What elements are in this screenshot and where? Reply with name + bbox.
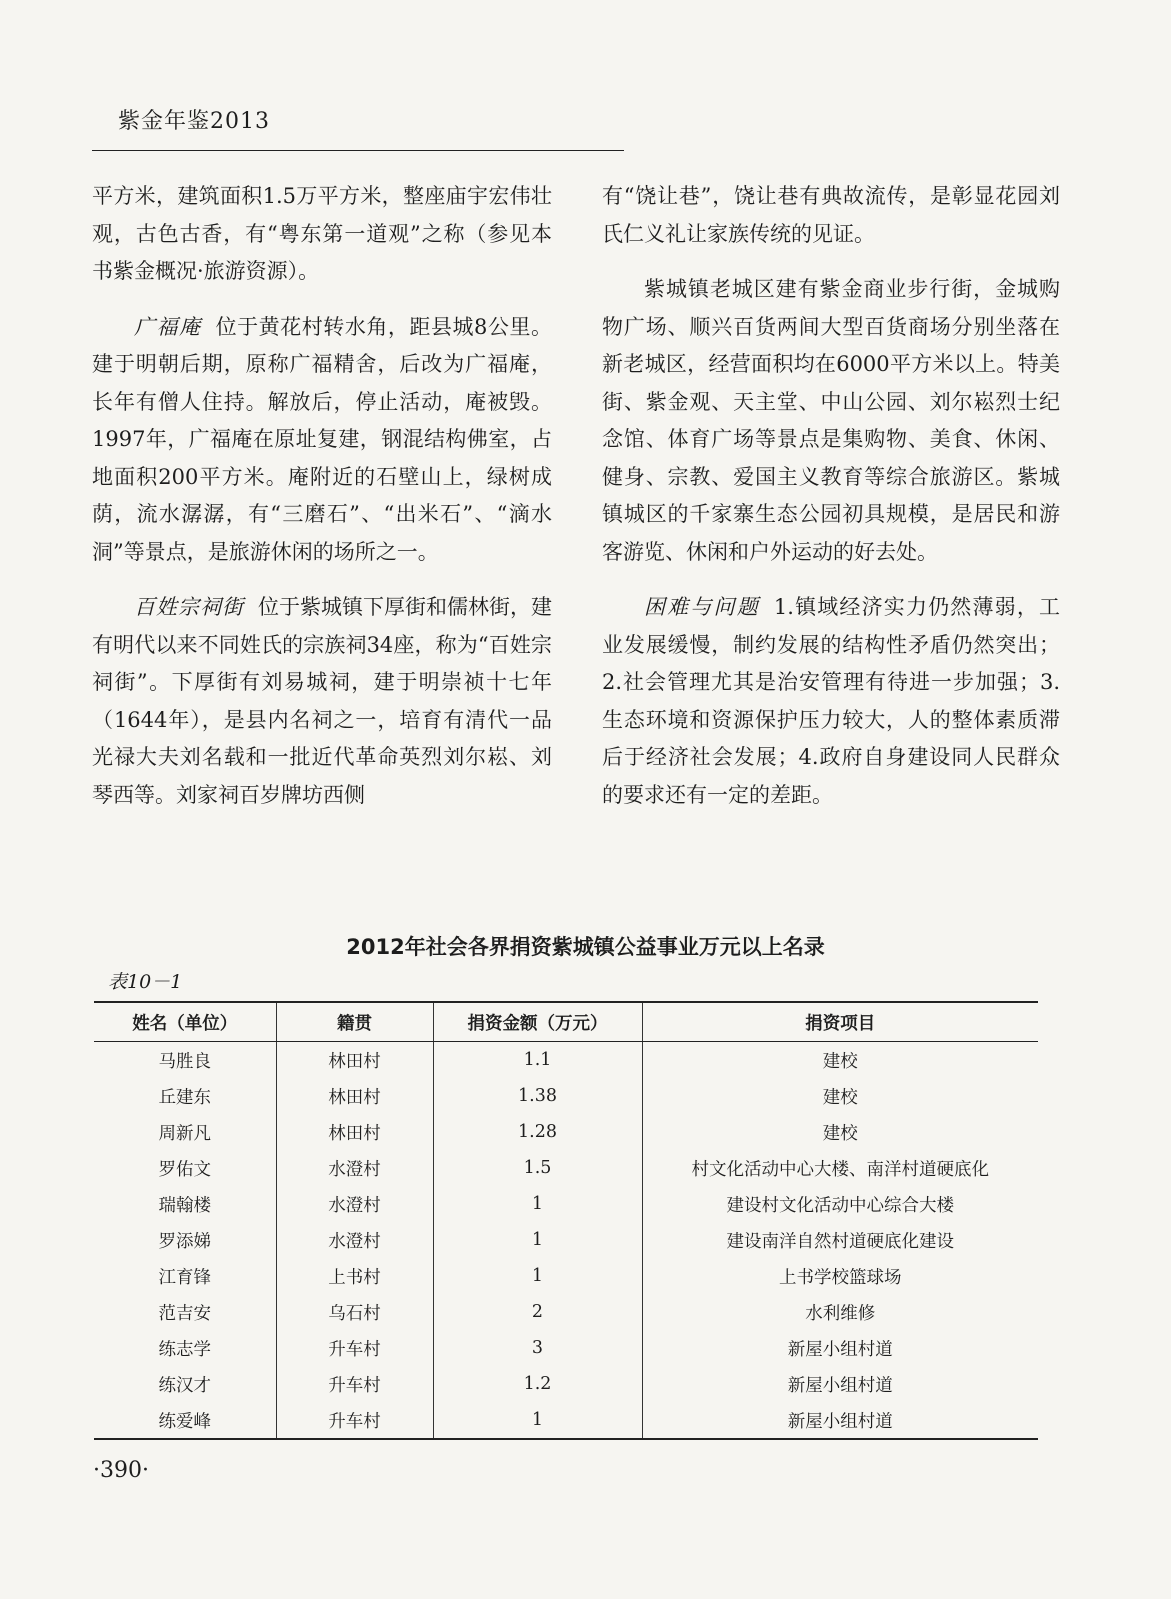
header-name: 姓名（单位） [94, 1002, 276, 1042]
cell-name: 罗添娣 [158, 1231, 211, 1252]
cell-amount: 1 [433, 1186, 642, 1222]
cell-project: 新屋小组村道 [642, 1366, 1038, 1402]
cell-origin: 林田村 [276, 1042, 433, 1079]
cell-project: 新屋小组村道 [642, 1402, 1038, 1439]
cell-origin: 升车村 [276, 1366, 433, 1402]
right-column [602, 178, 1060, 832]
entry-term: 困难与问题 [644, 595, 760, 619]
cell-name: 丘建东 [158, 1087, 211, 1108]
cell-amount: 1.5 [433, 1150, 642, 1186]
cell-origin: 上书村 [276, 1258, 433, 1294]
donor-table [94, 1001, 1038, 1440]
cell-amount: 1.2 [433, 1366, 642, 1402]
header-rule [92, 150, 624, 151]
paragraph [92, 309, 552, 572]
header-origin: 籍贯 [276, 1002, 433, 1042]
table-row [94, 1366, 1038, 1402]
table-number: 表10－1 [108, 971, 183, 993]
entry-term: 广福庵 [134, 314, 202, 339]
paragraph: 紫城镇老城区建有紫金商业步行街，金城购物广场、顺兴百货两间大型百货商场分别坐落在新老城区，经营面积均在6000平方米以上。特美街、紫金观、天主堂、中山公园、刘尔崧烈士纪念馆、体育广场等景点是集购物、美食、休闲、健身、宗教、爱国主义教育等综合旅游区。紫城镇城区的千家寨生态公园初具规模，是居民和游客游览、休闲和户外运动的好去处。 [602, 277, 1060, 564]
cell-origin: 林田村 [276, 1114, 433, 1150]
entry-term: 百姓宗祠街 [134, 595, 244, 619]
cell-origin: 升车村 [276, 1402, 433, 1439]
cell-name: 练志学 [158, 1339, 211, 1360]
cell-origin: 升车村 [276, 1330, 433, 1366]
cell-project: 水利维修 [642, 1294, 1038, 1330]
cell-amount: 1 [433, 1258, 642, 1294]
running-head: 紫金年鉴2013 [118, 109, 270, 134]
cell-name: 练汉才 [158, 1375, 211, 1396]
table-row [94, 1222, 1038, 1258]
cell-name: 范吉安 [158, 1303, 211, 1324]
cell-origin: 林田村 [276, 1078, 433, 1114]
cell-project: 村文化活动中心大楼、南洋村道硬底化 [642, 1150, 1038, 1186]
table-title: 2012年社会各界捐资紫城镇公益事业万元以上名录 [346, 935, 825, 959]
cell-name: 江育锋 [158, 1267, 211, 1288]
entry-text: 位于紫城镇下厚街和儒林街，建有明代以来不同姓氏的宗族祠34座，称为“百姓宗祠街”。下厚街有刘易城祠，建于明崇祯十七年（1644年），是县内名祠之一，培育有清代一品光禄大夫刘名载和一批近代革命英烈刘尔崧、刘琴西等。刘家祠百岁牌坊西侧 [92, 595, 552, 807]
left-column [92, 178, 552, 832]
cell-origin: 乌石村 [276, 1294, 433, 1330]
cell-amount: 2 [433, 1294, 642, 1330]
table-row [94, 1114, 1038, 1150]
cell-project: 建设村文化活动中心综合大楼 [642, 1186, 1038, 1222]
cell-project: 建校 [642, 1078, 1038, 1114]
cell-amount: 1 [433, 1222, 642, 1258]
paragraph: 有“饶让巷”，饶让巷有典故流传，是彰显花园刘氏仁义礼让家族传统的见证。 [602, 184, 1060, 246]
cell-name: 罗佑文 [158, 1159, 211, 1180]
cell-project: 建设南洋自然村道硬底化建设 [642, 1222, 1038, 1258]
entry-text: 1.镇域经济实力仍然薄弱，工业发展缓慢，制约发展的结构性矛盾仍然突出；2.社会管理尤其是治安管理有待进一步加强；3.生态环境和资源保护压力较大，人的整体素质滞后于经济社会发展；4.政府自身建设同人民群众的要求还有一定的差距。 [602, 595, 1060, 807]
table-row [94, 1186, 1038, 1222]
cell-origin: 水澄村 [276, 1222, 433, 1258]
table-row [94, 1402, 1038, 1439]
cell-name: 马胜良 [158, 1051, 211, 1072]
cell-amount: 1.28 [433, 1114, 642, 1150]
paragraph [602, 589, 1060, 814]
cell-project: 新屋小组村道 [642, 1330, 1038, 1366]
cell-name: 瑞翰楼 [158, 1195, 211, 1216]
table-row [94, 1330, 1038, 1366]
cell-origin: 水澄村 [276, 1150, 433, 1186]
cell-origin: 水澄村 [276, 1186, 433, 1222]
header-amount: 捐资金额（万元） [433, 1002, 642, 1042]
paragraph [92, 589, 552, 814]
cell-project: 建校 [642, 1114, 1038, 1150]
cell-amount: 3 [433, 1330, 642, 1366]
table-row [94, 1294, 1038, 1330]
table-body [94, 1042, 1038, 1440]
cell-name: 练爱峰 [94, 1402, 276, 1439]
entry-text: 位于黄花村转水角，距县城8公里。建于明朝后期，原称广福精舍，后改为广福庵，长年有僧人住持。解放后，停止活动，庵被毁。1997年，广福庵在原址复建，钢混结构佛室，占地面积200平方米。庵附近的石壁山上，绿树成荫，流水潺潺，有“三磨石”、“出米石”、“滴水洞”等景点，是旅游休闲的场所之一。 [92, 314, 552, 564]
cell-amount: 1 [433, 1402, 642, 1439]
cell-project: 建校 [642, 1042, 1038, 1079]
cell-amount: 1.1 [433, 1042, 642, 1079]
cell-name: 周新凡 [158, 1123, 211, 1144]
paragraph: 平方米，建筑面积1.5万平方米，整座庙宇宏伟壮观，古色古香，有“粤东第一道观”之称（参见本书紫金概况·旅游资源）。 [92, 184, 552, 283]
cell-project: 上书学校篮球场 [642, 1258, 1038, 1294]
table-row [94, 1150, 1038, 1186]
header-project: 捐资项目 [642, 1002, 1038, 1042]
table-row [94, 1042, 1038, 1079]
cell-amount: 1.38 [433, 1078, 642, 1114]
table-row [94, 1078, 1038, 1114]
table-row [94, 1258, 1038, 1294]
page-number: ·390· [93, 1458, 149, 1483]
table-header-row [94, 1002, 1038, 1042]
